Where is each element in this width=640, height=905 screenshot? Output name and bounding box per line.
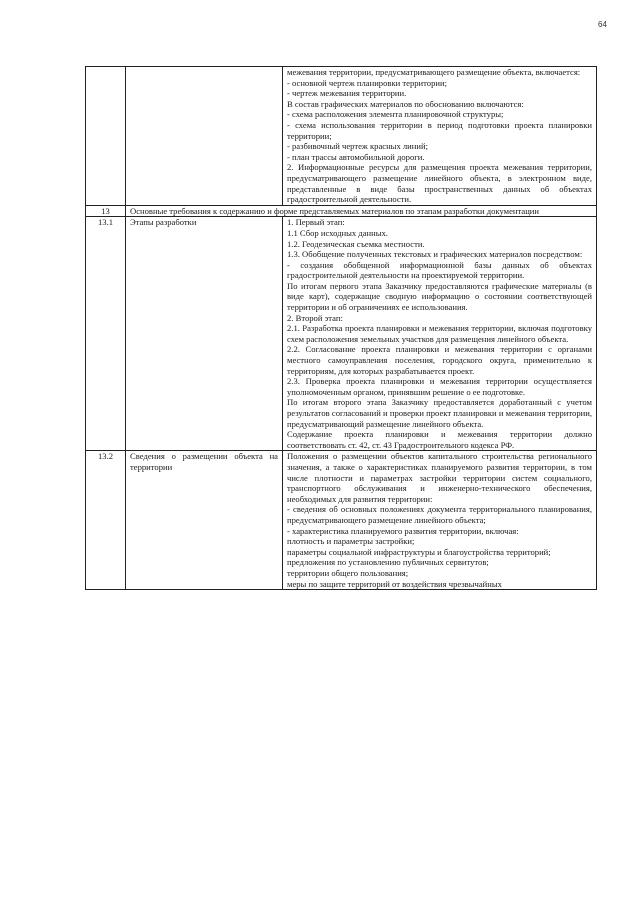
paragraph: - схема расположения элемента планировочной структуры; bbox=[287, 109, 504, 120]
paragraph: 2.2. Согласование проекта планировки и межевания территории с органами местного самоуправления поселения, городского округа, применительно к территориям, для которых разрабатывается проект. bbox=[287, 344, 592, 376]
paragraph: территории общего пользования; bbox=[287, 567, 409, 578]
paragraph: 1.3. Обобщение полученных текстовых и графических материалов посредством: bbox=[287, 249, 583, 260]
row-description bbox=[283, 67, 597, 206]
paragraph: Содержание проекта планировки и межевания территории должно соответствовать ст. 42, ст. 43 Градостроительного кодекса РФ. bbox=[287, 429, 592, 450]
row-number: 13.1 bbox=[86, 217, 126, 451]
paragraph: 2.3. Проверка проекта планировки и межевания территории осуществляется уполномоченным органом, принявшим решение о ее подготовке. bbox=[287, 376, 592, 397]
paragraph: 1.2. Геодезическая съемка местности. bbox=[287, 238, 425, 249]
row-name: Этапы разработки bbox=[126, 217, 283, 451]
table-row-13-2 bbox=[86, 451, 597, 590]
section-title: Основные требования к содержанию и форме представляемых материалов по этапам разработки документации bbox=[126, 205, 597, 217]
paragraph: - чертеж межевания территории. bbox=[287, 88, 407, 99]
paragraph: - создания обобщенной информационной базы данных об объектах градостроительной деятельности на проектируемой территории. bbox=[287, 259, 592, 281]
paragraph: В состав графических материалов по обоснованию включаются: bbox=[287, 98, 524, 109]
row-number bbox=[86, 67, 126, 206]
paragraph: 2. Второй этап: bbox=[287, 312, 343, 323]
row-number: 13.2 bbox=[86, 451, 126, 590]
paragraph: - план трассы автомобильной дороги. bbox=[287, 151, 425, 162]
paragraph: - разбивочный чертеж красных линий; bbox=[287, 141, 428, 152]
paragraph: параметры социальной инфраструктуры и благоустройства территорий; bbox=[287, 546, 551, 557]
row-number: 13 bbox=[86, 205, 126, 217]
paragraph: 2.1. Разработка проекта планировки и межевания территории, включая подготовку схем расположения земельных участков для размещения линейного объекта. bbox=[287, 323, 592, 344]
paragraph: плотность и параметры застройки; bbox=[287, 536, 415, 547]
table-row-continuation bbox=[86, 67, 597, 206]
paragraph: По итогам второго этапа Заказчику предоставляется доработанный с учетом результатов согласований и проверки проект планировки и межевания территории, предусматривающий размещение линейного объекта. bbox=[287, 397, 592, 429]
row-description bbox=[283, 217, 597, 451]
table-row-13 bbox=[86, 205, 597, 217]
row-name: Сведения о размещении объекта на территории bbox=[126, 451, 283, 590]
paragraph: межевания территории, предусматривающего размещение объекта, включается: bbox=[287, 67, 581, 77]
paragraph: меры по защите территорий от воздействия чрезвычайных bbox=[287, 578, 502, 589]
paragraph: - характеристика планируемого развития территории, включая: bbox=[287, 525, 519, 536]
paragraph: Положения о размещении объектов капитального строительства регионального значения, а также о характеристиках планируемого развития территории, в том числе плотности и параметрах застройки территории систем социального, транспортного обслуживания и инженерно-технического обеспечения, необходимых для развития территории: bbox=[287, 451, 592, 504]
paragraph: По итогам первого этапа Заказчику предоставляются графические материалы (в виде карт), содержащие сводную информацию о состоянии соответствующей территории и об ограничениях ее использования. bbox=[287, 280, 592, 313]
paragraph: 1.1 Сбор исходных данных. bbox=[287, 227, 388, 238]
paragraph: предложения по установлению публичных сервитутов; bbox=[287, 557, 489, 568]
row-description bbox=[283, 451, 597, 590]
row-name bbox=[126, 67, 283, 206]
page-number: 64 bbox=[598, 20, 607, 29]
paragraph: - сведения об основных положениях документа территориального планирования, предусматривающего размещение линейного объекта; bbox=[287, 504, 592, 525]
paragraph: - основной чертеж планировки территории; bbox=[287, 77, 447, 88]
table-row-13-1 bbox=[86, 217, 597, 451]
paragraph: - схема использования территории в период подготовки проекта планировки территории; bbox=[287, 119, 592, 141]
paragraph: 2. Информационные ресурсы для размещения проекта межевания территории, предусматривающего размещение линейного объекта, в электронном виде, представленные в виде базы пространственных данных об объектах градостроительной деятельности. bbox=[287, 162, 592, 205]
requirements-table bbox=[85, 66, 597, 590]
paragraph: 1. Первый этап: bbox=[287, 217, 345, 228]
